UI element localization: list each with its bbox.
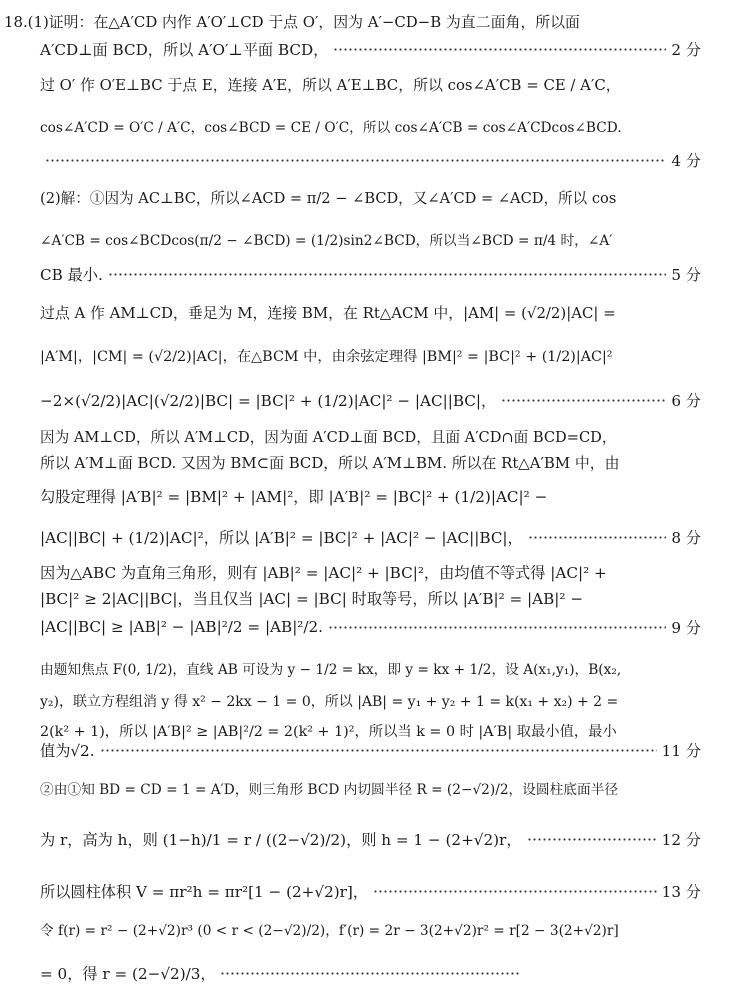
- text-line: [0, 380, 733, 420]
- line-text: |AC||BC| ≥ |AB|² − |AB|²/2 = |AB|²/2.: [40, 618, 324, 636]
- text-line: [0, 106, 733, 146]
- leader-dots: [333, 48, 666, 51]
- leader-dots: [328, 626, 666, 629]
- score-label: 5 分: [671, 265, 701, 284]
- line-text: 值为√2.: [40, 741, 95, 760]
- text-line: [0, 424, 733, 448]
- leader-dots: [528, 536, 667, 539]
- line-text: 2(k² + 1)，所以 |A′B|² ≥ |AB|²/2 = 2(k² + 1)²，所以当 k = 0 时 |A′B| 取最小值，最小: [40, 724, 617, 740]
- score-label: 12 分: [661, 830, 701, 849]
- text-line: [0, 954, 733, 992]
- text-line: [0, 560, 733, 584]
- line-text: 由题知焦点 F(0, 1/2)，直线 AB 可设为 y − 1/2 = kx，即 y = kx + 1/2，设 A(x₁,y₁)，B(x₂,: [40, 662, 622, 678]
- line-text: 18.(1)证明：在△A′CD 内作 A′O′⊥CD 于点 O′，因为 A′−CD−B 为直二面角，所以面: [4, 12, 580, 31]
- line-text: ∠A′CB = cos∠BCDcos(π/2 − ∠BCD) = (1/2)sin2∠BCD，所以当∠BCD = π/4 时，∠A′: [40, 233, 613, 249]
- text-line: [0, 450, 733, 474]
- text-line: [0, 336, 733, 376]
- line-text: ②由①知 BD = CD = 1 = A′D，则三角形 BCD 内切圆半径 R = (2−√2)/2，设圆柱底面半径: [40, 782, 619, 798]
- line-text: 过点 A 作 AM⊥CD，垂足为 M，连接 BM，在 Rt△ACM 中，|AM| = (√2/2)|AC| =: [40, 303, 616, 322]
- text-line: [0, 292, 733, 332]
- text-line: [0, 8, 697, 34]
- line-text: 所以圆柱体积 V = πr²h = πr²[1 − (2+√2)r]，: [40, 882, 369, 901]
- text-line: [0, 768, 733, 808]
- line-text: A′CD⊥面 BCD，所以 A′O′⊥平面 BCD，: [40, 40, 329, 59]
- text-line: [0, 178, 733, 216]
- leader-dots: [45, 159, 666, 162]
- line-text: cos∠A′CD = O′C / A′C，cos∠BCD = CE / O′C，所以 cos∠A′CB = cos∠A′CDcos∠BCD.: [40, 120, 622, 136]
- score-label: 8 分: [671, 528, 701, 547]
- text-line: [0, 610, 733, 644]
- line-text: 为 r，高为 h，则 (1−h)/1 = r / ((2−√2)/2)，则 h = 1 − (2+√2)r，: [40, 830, 522, 849]
- score-label: 9 分: [671, 618, 701, 637]
- text-line: [0, 64, 733, 104]
- text-line: [0, 262, 733, 286]
- line-text: 勾股定理得 |A′B|² = |BM|² + |AM|²，即 |A′B|² = |BC|² + (1/2)|AC|² −: [40, 487, 548, 506]
- line-text: CB 最小.: [40, 265, 103, 284]
- line-text: 令 f(r) = r² − (2+√2)r³ (0 < r < (2−√2)/2)，f′(r) = 2r − 3(2+√2)r² = r[2 − 3(2+√2)r]: [40, 923, 619, 939]
- line-text: 过 O′ 作 O′E⊥BC 于点 E，连接 A′E，所以 A′E⊥BC，所以 cos∠A′CB = CE / A′C，: [40, 75, 621, 94]
- line-text: −2×(√2/2)|AC|(√2/2)|BC| = |BC|² + (1/2)|AC|² − |AC||BC|，: [40, 391, 497, 410]
- text-line: [0, 586, 733, 610]
- line-text: = 0，得 r = (2−√2)/3，: [40, 964, 216, 983]
- text-line: [0, 688, 733, 714]
- text-line: [0, 650, 733, 686]
- leader-dots: [527, 838, 657, 841]
- text-line: [0, 476, 733, 516]
- score-label: 4 分: [671, 151, 701, 170]
- text-line: [0, 738, 733, 762]
- line-text: (2)解：①因为 AC⊥BC，所以∠ACD = π/2 − ∠BCD，又∠A′CD = ∠ACD，所以 cos: [40, 189, 617, 207]
- leader-dots: [220, 972, 520, 975]
- line-text: 所以 A′M⊥面 BCD. 又因为 BM⊂面 BCD，所以 A′M⊥BM. 所以在 Rt△A′BM 中，由: [40, 453, 620, 472]
- text-line: [0, 37, 733, 61]
- leader-dots: [108, 273, 667, 276]
- text-line: [0, 220, 733, 258]
- text-line: [0, 518, 733, 556]
- leader-dots: [100, 749, 657, 752]
- line-text: y₂)，联立方程组消 y 得 x² − 2kx − 1 = 0，所以 |AB| = y₁ + y₂ + 1 = k(x₁ + x₂) + 2 =: [40, 694, 619, 710]
- text-line: [0, 148, 733, 172]
- score-label: 13 分: [661, 882, 701, 901]
- text-line: [0, 878, 733, 904]
- score-label: 6 分: [671, 391, 701, 410]
- line-text: 因为 AM⊥CD，所以 A′M⊥CD，因为面 A′CD⊥面 BCD，且面 A′CD∩面 BCD=CD，: [40, 428, 617, 446]
- leader-dots: [501, 399, 666, 402]
- line-text: 因为△ABC 为直角三角形，则有 |AB|² = |AC|² + |BC|²，由均值不等式得 |AC|² +: [40, 563, 607, 582]
- line-text: |AC||BC| + (1/2)|AC|²，所以 |A′B|² = |BC|² + |AC|² − |AC||BC|，: [40, 528, 523, 547]
- line-text: |BC|² ≥ 2|AC||BC|，当且仅当 |AC| = |BC| 时取等号，所以 |A′B|² = |AB|² −: [40, 589, 584, 608]
- leader-dots: [373, 890, 657, 893]
- line-text: |A′M|，|CM| = (√2/2)|AC|，在△BCM 中，由余弦定理得 |BM|² = |BC|² + (1/2)|AC|²: [40, 349, 613, 365]
- text-line: [0, 910, 733, 948]
- text-line: [0, 812, 733, 866]
- score-label: 2 分: [671, 40, 701, 59]
- score-label: 11 分: [661, 741, 701, 760]
